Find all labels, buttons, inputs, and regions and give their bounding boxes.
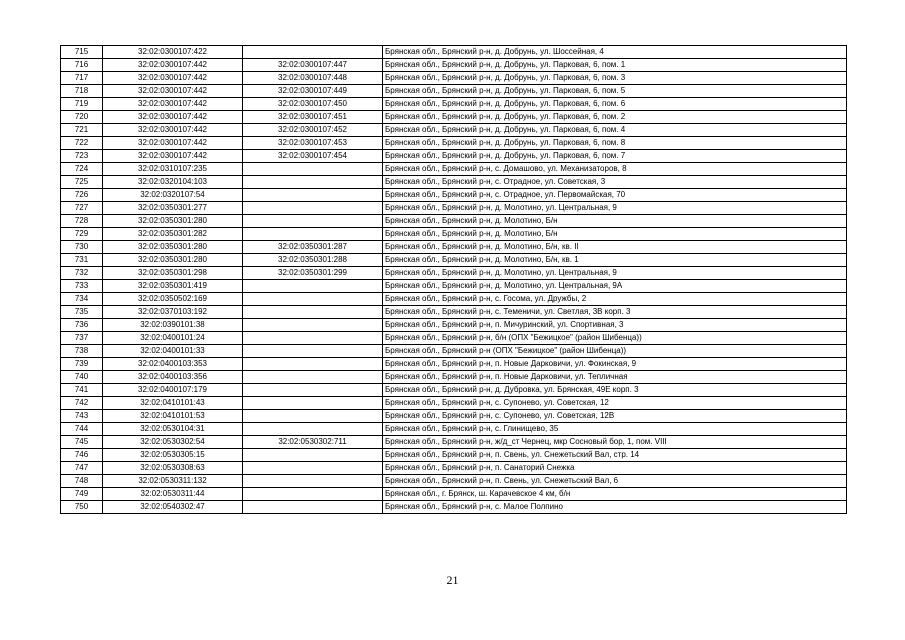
table-row [61,189,847,202]
cadastral-number-cell: 32:02:0310107:235 [103,163,243,176]
sub-cadastral-number-cell [243,306,383,319]
cadastral-number-cell: 32:02:0530305:15 [103,449,243,462]
address-cell: Брянская обл., г. Брянск, ш. Карачевское 4 км, б/н [383,488,847,501]
cadastral-number-cell: 32:02:0300107:442 [103,150,243,163]
cadastral-number-cell: 32:02:0300107:442 [103,124,243,137]
address-cell: Брянская обл., Брянский р-н, д. Добрунь, ул. Парковая, 6, пом. 7 [383,150,847,163]
address-cell: Брянская обл., Брянский р-н, д. Добрунь, ул. Парковая, 6, пом. 8 [383,137,847,150]
table-row [61,254,847,267]
sub-cadastral-number-cell [243,280,383,293]
sub-cadastral-number-cell [243,371,383,384]
row-number-cell: 727 [61,202,103,215]
cadastral-number-cell: 32:02:0530308:63 [103,462,243,475]
address-cell: Брянская обл., Брянский р-н, с. Домашово, ул. Механизаторов, 8 [383,163,847,176]
cadastral-number-cell: 32:02:0350301:277 [103,202,243,215]
row-number-cell: 735 [61,306,103,319]
cadastral-number-cell: 32:02:0350301:280 [103,241,243,254]
sub-cadastral-number-cell: 32:02:0350301:287 [243,241,383,254]
cadastral-number-cell: 32:02:0350301:419 [103,280,243,293]
table-row [61,46,847,59]
cadastral-number-cell: 32:02:0540302:47 [103,501,243,514]
registry-table-body [61,46,847,514]
row-number-cell: 719 [61,98,103,111]
cadastral-number-cell: 32:02:0530311:132 [103,475,243,488]
cadastral-number-cell: 32:02:0300107:442 [103,59,243,72]
table-row [61,475,847,488]
row-number-cell: 722 [61,137,103,150]
row-number-cell: 744 [61,423,103,436]
sub-cadastral-number-cell [243,228,383,241]
cadastral-number-cell: 32:02:0320104:103 [103,176,243,189]
table-row [61,397,847,410]
sub-cadastral-number-cell [243,423,383,436]
cadastral-number-cell: 32:02:0530104:31 [103,423,243,436]
table-row [61,371,847,384]
row-number-cell: 739 [61,358,103,371]
sub-cadastral-number-cell [243,293,383,306]
table-row [61,163,847,176]
cadastral-number-cell: 32:02:0530311:44 [103,488,243,501]
table-row [61,462,847,475]
row-number-cell: 743 [61,410,103,423]
address-cell: Брянская обл., Брянский р-н, с. Глинищево, 35 [383,423,847,436]
cadastral-number-cell: 32:02:0350301:280 [103,254,243,267]
table-row [61,488,847,501]
cadastral-number-cell: 32:02:0300107:442 [103,111,243,124]
table-row [61,202,847,215]
sub-cadastral-number-cell [243,475,383,488]
registry-table [60,45,847,514]
row-number-cell: 716 [61,59,103,72]
address-cell: Брянская обл., Брянский р-н, д. Добрунь, ул. Парковая, 6, пом. 1 [383,59,847,72]
table-row [61,150,847,163]
cadastral-number-cell: 32:02:0300107:442 [103,98,243,111]
sub-cadastral-number-cell [243,358,383,371]
address-cell: Брянская обл., Брянский р-н, с. Отрадное, ул. Советская, 3 [383,176,847,189]
table-row [61,98,847,111]
sub-cadastral-number-cell [243,176,383,189]
address-cell: Брянская обл., Брянский р-н (ОПХ "Бежицкое" (район Шибенца)) [383,345,847,358]
table-row [61,319,847,332]
sub-cadastral-number-cell [243,449,383,462]
sub-cadastral-number-cell [243,202,383,215]
table-row [61,137,847,150]
table-row [61,384,847,397]
cadastral-number-cell: 32:02:0400103:356 [103,371,243,384]
address-cell: Брянская обл., Брянский р-н, с. Малое Полпино [383,501,847,514]
table-row [61,124,847,137]
address-cell: Брянская обл., Брянский р-н, п. Новые Дарковичи, ул. Тепличная [383,371,847,384]
sub-cadastral-number-cell [243,215,383,228]
row-number-cell: 746 [61,449,103,462]
table-row [61,59,847,72]
row-number-cell: 741 [61,384,103,397]
row-number-cell: 736 [61,319,103,332]
sub-cadastral-number-cell: 32:02:0300107:453 [243,137,383,150]
sub-cadastral-number-cell [243,345,383,358]
cadastral-number-cell: 32:02:0300107:422 [103,46,243,59]
sub-cadastral-number-cell [243,163,383,176]
sub-cadastral-number-cell: 32:02:0300107:451 [243,111,383,124]
sub-cadastral-number-cell [243,332,383,345]
address-cell: Брянская обл., Брянский р-н, д. Дубровка, ул. Брянская, 49Е корп. 3 [383,384,847,397]
table-row [61,72,847,85]
address-cell: Брянская обл., Брянский р-н, с. Супонево, ул. Советская, 12В [383,410,847,423]
row-number-cell: 737 [61,332,103,345]
row-number-cell: 717 [61,72,103,85]
table-row [61,241,847,254]
cadastral-number-cell: 32:02:0320107:54 [103,189,243,202]
row-number-cell: 718 [61,85,103,98]
address-cell: Брянская обл., Брянский р-н, д. Добрунь, ул. Шоссейная, 4 [383,46,847,59]
table-row [61,358,847,371]
address-cell: Брянская обл., Брянский р-н, п. Свень, ул. Снежетьский Вал, стр. 14 [383,449,847,462]
address-cell: Брянская обл., Брянский р-н, д. Добрунь, ул. Парковая, 6, пом. 2 [383,111,847,124]
row-number-cell: 734 [61,293,103,306]
row-number-cell: 728 [61,215,103,228]
address-cell: Брянская обл., Брянский р-н, д. Молотино, Б/н, кв. 1 [383,254,847,267]
sub-cadastral-number-cell [243,501,383,514]
cadastral-number-cell: 32:02:0350502:169 [103,293,243,306]
sub-cadastral-number-cell: 32:02:0300107:448 [243,72,383,85]
address-cell: Брянская обл., Брянский р-н, д. Молотино, ул. Центральная, 9 [383,202,847,215]
table-row [61,111,847,124]
address-cell: Брянская обл., Брянский р-н, ж/д_ст Чернец, мкр Сосновый бор, 1, пом. VIII [383,436,847,449]
cadastral-number-cell: 32:02:0300107:442 [103,85,243,98]
address-cell: Брянская обл., Брянский р-н, с. Госома, ул. Дружбы, 2 [383,293,847,306]
sub-cadastral-number-cell: 32:02:0300107:449 [243,85,383,98]
address-cell: Брянская обл., Брянский р-н, п. Санаторий Снежка [383,462,847,475]
address-cell: Брянская обл., Брянский р-н, д. Молотино, ул. Центральная, 9А [383,280,847,293]
address-cell: Брянская обл., Брянский р-н, д. Добрунь, ул. Парковая, 6, пом. 5 [383,85,847,98]
table-row [61,228,847,241]
address-cell: Брянская обл., Брянский р-н, б/н (ОПХ "Бежицкое" (район Шибенца)) [383,332,847,345]
table-row [61,215,847,228]
address-cell: Брянская обл., Брянский р-н, с. Теменичи, ул. Светлая, 3В корп. 3 [383,306,847,319]
table-row [61,293,847,306]
row-number-cell: 730 [61,241,103,254]
sub-cadastral-number-cell: 32:02:0300107:450 [243,98,383,111]
cadastral-number-cell: 32:02:0410101:53 [103,410,243,423]
sub-cadastral-number-cell [243,46,383,59]
address-cell: Брянская обл., Брянский р-н, д. Молотино, Б/н [383,228,847,241]
address-cell: Брянская обл., Брянский р-н, с. Супонево, ул. Советская, 12 [383,397,847,410]
table-row [61,176,847,189]
table-row [61,332,847,345]
row-number-cell: 750 [61,501,103,514]
address-cell: Брянская обл., Брянский р-н, с. Отрадное, ул. Первомайская, 70 [383,189,847,202]
row-number-cell: 720 [61,111,103,124]
sub-cadastral-number-cell [243,319,383,332]
address-cell: Брянская обл., Брянский р-н, д. Добрунь, ул. Парковая, 6, пом. 3 [383,72,847,85]
sub-cadastral-number-cell: 32:02:0530302:711 [243,436,383,449]
cadastral-number-cell: 32:02:0300107:442 [103,72,243,85]
sub-cadastral-number-cell [243,189,383,202]
cadastral-number-cell: 32:02:0530302:54 [103,436,243,449]
row-number-cell: 748 [61,475,103,488]
sub-cadastral-number-cell: 32:02:0350301:288 [243,254,383,267]
table-row [61,345,847,358]
table-row [61,501,847,514]
table-row [61,85,847,98]
address-cell: Брянская обл., Брянский р-н, д. Добрунь, ул. Парковая, 6, пом. 4 [383,124,847,137]
table-row [61,449,847,462]
row-number-cell: 742 [61,397,103,410]
cadastral-number-cell: 32:02:0400107:179 [103,384,243,397]
row-number-cell: 733 [61,280,103,293]
row-number-cell: 729 [61,228,103,241]
cadastral-number-cell: 32:02:0400103:353 [103,358,243,371]
address-cell: Брянская обл., Брянский р-н, д. Молотино, Б/н [383,215,847,228]
row-number-cell: 726 [61,189,103,202]
table-row [61,267,847,280]
table-row [61,306,847,319]
row-number-cell: 715 [61,46,103,59]
row-number-cell: 738 [61,345,103,358]
address-cell: Брянская обл., Брянский р-н, д. Добрунь, ул. Парковая, 6, пом. 6 [383,98,847,111]
row-number-cell: 725 [61,176,103,189]
row-number-cell: 749 [61,488,103,501]
address-cell: Брянская обл., Брянский р-н, п. Свень, ул. Снежетьский Вал, 6 [383,475,847,488]
cadastral-number-cell: 32:02:0410101:43 [103,397,243,410]
sub-cadastral-number-cell [243,410,383,423]
sub-cadastral-number-cell [243,397,383,410]
cadastral-number-cell: 32:02:0300107:442 [103,137,243,150]
address-cell: Брянская обл., Брянский р-н, п. Новые Дарковичи, ул. Фокинская, 9 [383,358,847,371]
cadastral-number-cell: 32:02:0370103:192 [103,306,243,319]
cadastral-number-cell: 32:02:0350301:280 [103,215,243,228]
row-number-cell: 723 [61,150,103,163]
cadastral-number-cell: 32:02:0350301:282 [103,228,243,241]
row-number-cell: 747 [61,462,103,475]
table-row [61,280,847,293]
table-row [61,436,847,449]
cadastral-number-cell: 32:02:0400101:33 [103,345,243,358]
cadastral-number-cell: 32:02:0400101:24 [103,332,243,345]
sub-cadastral-number-cell: 32:02:0300107:454 [243,150,383,163]
sub-cadastral-number-cell: 32:02:0350301:299 [243,267,383,280]
cadastral-number-cell: 32:02:0390101:38 [103,319,243,332]
row-number-cell: 732 [61,267,103,280]
page-number: 21 [446,573,459,587]
row-number-cell: 740 [61,371,103,384]
table-row [61,423,847,436]
sub-cadastral-number-cell: 32:02:0300107:452 [243,124,383,137]
row-number-cell: 721 [61,124,103,137]
row-number-cell: 745 [61,436,103,449]
cadastral-number-cell: 32:02:0350301:298 [103,267,243,280]
sub-cadastral-number-cell: 32:02:0300107:447 [243,59,383,72]
address-cell: Брянская обл., Брянский р-н, п. Мичуринский, ул. Спортивная, 3 [383,319,847,332]
row-number-cell: 724 [61,163,103,176]
address-cell: Брянская обл., Брянский р-н, д. Молотино, ул. Центральная, 9 [383,267,847,280]
row-number-cell: 731 [61,254,103,267]
sub-cadastral-number-cell [243,384,383,397]
sub-cadastral-number-cell [243,488,383,501]
address-cell: Брянская обл., Брянский р-н, д. Молотино, Б/н, кв. II [383,241,847,254]
sub-cadastral-number-cell [243,462,383,475]
table-row [61,410,847,423]
